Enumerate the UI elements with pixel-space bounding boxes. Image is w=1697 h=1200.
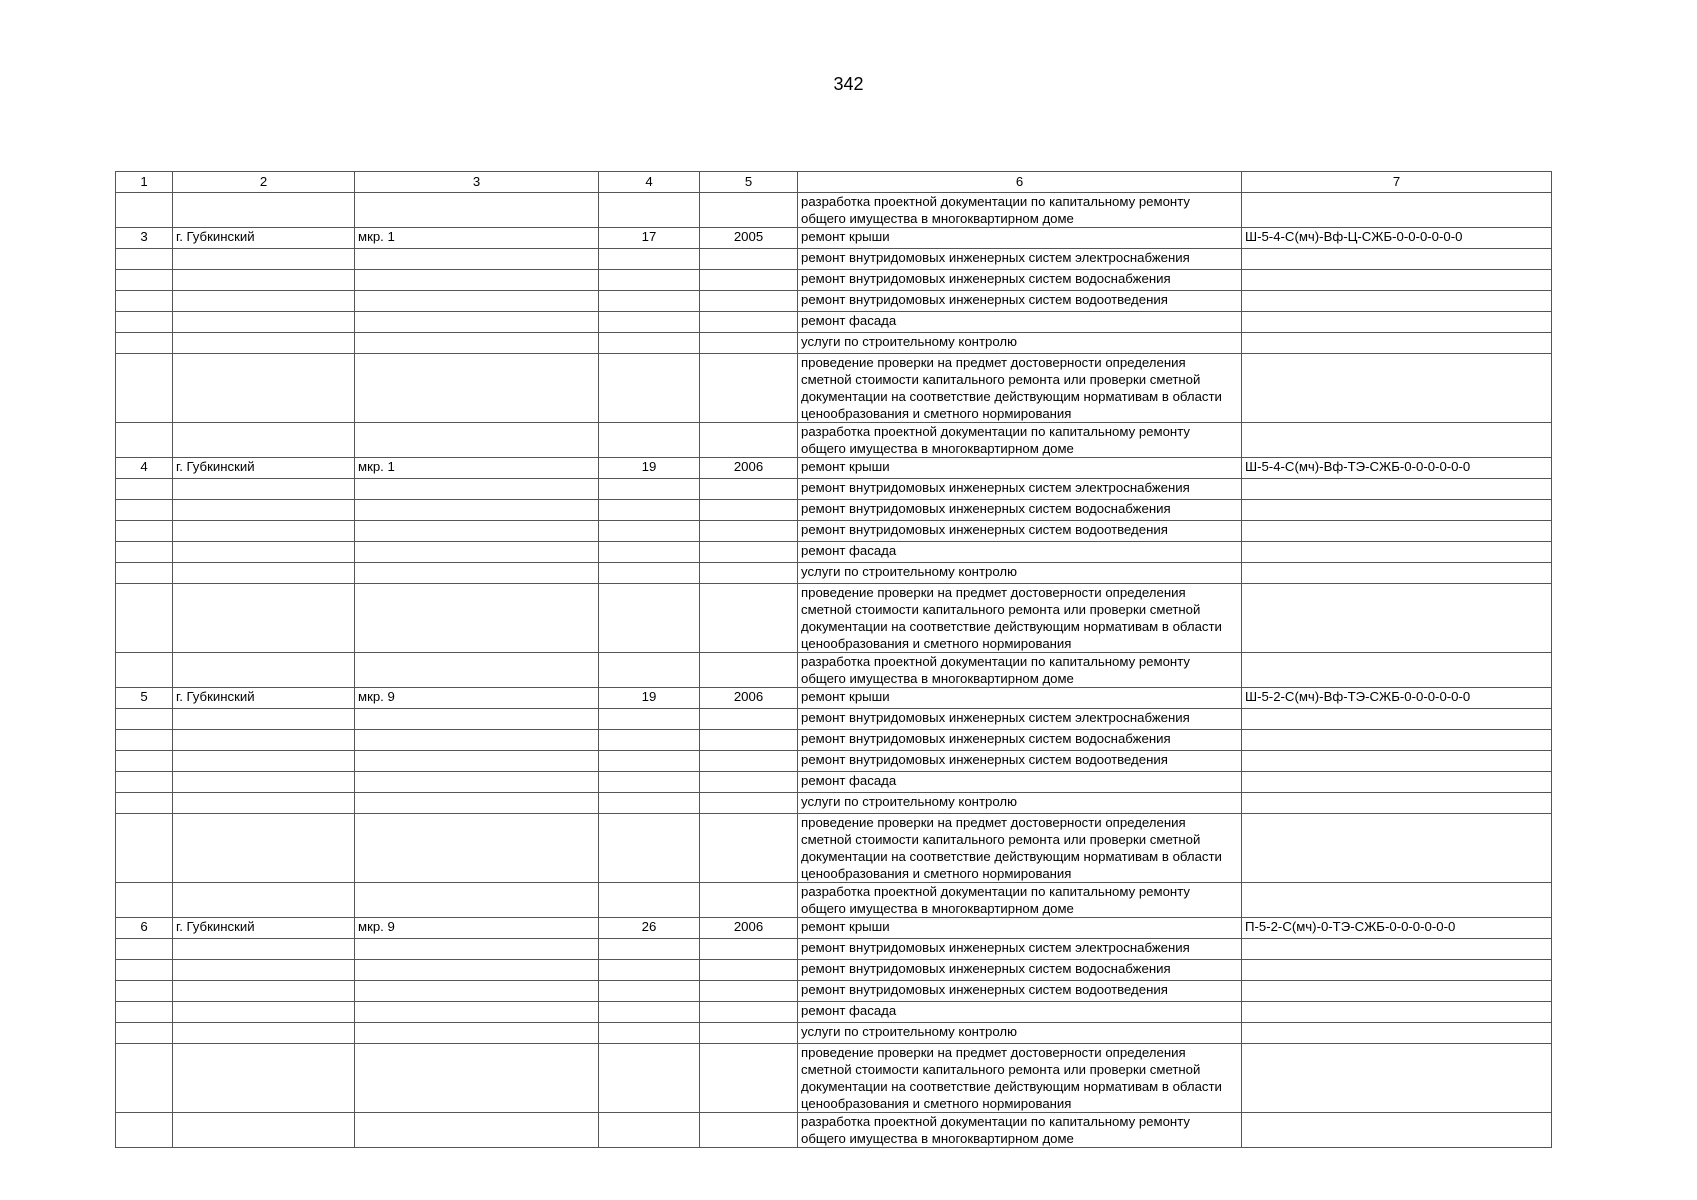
row-number-cell [116,653,173,688]
work-type-cell: ремонт внутридомовых инженерных систем водоснабжения [798,960,1242,981]
district-cell [355,500,599,521]
year-cell [700,883,798,918]
house-number-cell [599,291,700,312]
house-code-cell [1242,500,1552,521]
row-number-cell [116,423,173,458]
house-code-cell [1242,1113,1552,1148]
district-cell [355,772,599,793]
house-number-cell [599,1113,700,1148]
district-cell [355,751,599,772]
year-cell [700,354,798,423]
house-number-cell [599,479,700,500]
house-code-cell [1242,423,1552,458]
row-number-cell [116,1002,173,1023]
city-cell [173,981,355,1002]
year-cell [700,793,798,814]
house-number-cell: 19 [599,688,700,709]
row-number-cell [116,500,173,521]
year-cell [700,730,798,751]
row-number-cell: 6 [116,918,173,939]
work-type-cell: ремонт внутридомовых инженерных систем электроснабжения [798,479,1242,500]
row-number-cell [116,333,173,354]
district-cell [355,479,599,500]
city-cell [173,479,355,500]
year-cell: 2006 [700,688,798,709]
row-number-cell [116,354,173,423]
house-number-cell [599,563,700,584]
table-row [116,193,1552,228]
row-number-cell [116,730,173,751]
row-number-cell [116,883,173,918]
house-code-cell [1242,563,1552,584]
header-cell: 3 [355,172,599,193]
district-cell [355,270,599,291]
row-number-cell: 5 [116,688,173,709]
work-type-cell: ремонт фасада [798,1002,1242,1023]
table-row [116,291,1552,312]
district-cell [355,730,599,751]
row-number-cell [116,1044,173,1113]
row-number-cell [116,793,173,814]
row-number-cell [116,751,173,772]
house-number-cell [599,333,700,354]
house-code-cell [1242,981,1552,1002]
city-cell [173,772,355,793]
row-number-cell [116,291,173,312]
city-cell [173,500,355,521]
city-cell [173,333,355,354]
house-number-cell [599,730,700,751]
house-code-cell [1242,354,1552,423]
city-cell [173,291,355,312]
house-number-cell [599,249,700,270]
district-cell [355,960,599,981]
house-number-cell [599,1023,700,1044]
district-cell [355,1113,599,1148]
house-number-cell [599,542,700,563]
district-cell [355,423,599,458]
house-code-cell: П-5-2-С(мч)-0-ТЭ-СЖБ-0-0-0-0-0-0 [1242,918,1552,939]
house-number-cell [599,193,700,228]
house-number-cell [599,793,700,814]
table-row [116,751,1552,772]
city-cell [173,960,355,981]
header-cell: 2 [173,172,355,193]
city-cell [173,563,355,584]
city-cell [173,584,355,653]
year-cell [700,479,798,500]
district-cell [355,354,599,423]
year-cell [700,751,798,772]
house-code-cell [1242,814,1552,883]
work-type-cell: разработка проектной документации по капитальному ремонту общего имущества в многоквартирном доме [798,1113,1242,1148]
city-cell [173,270,355,291]
row-number-cell [116,814,173,883]
district-cell: мкр. 9 [355,918,599,939]
house-number-cell [599,584,700,653]
city-cell: г. Губкинский [173,688,355,709]
house-number-cell [599,960,700,981]
work-type-cell: ремонт внутридомовых инженерных систем электроснабжения [798,939,1242,960]
work-type-cell: ремонт крыши [798,228,1242,249]
house-code-cell [1242,333,1552,354]
district-cell [355,333,599,354]
city-cell: г. Губкинский [173,918,355,939]
house-number-cell [599,772,700,793]
table-row [116,688,1552,709]
table-row [116,423,1552,458]
column-number-row [116,172,1552,193]
year-cell [700,584,798,653]
year-cell [700,814,798,883]
district-cell [355,193,599,228]
row-number-cell [116,939,173,960]
row-number-cell [116,521,173,542]
year-cell [700,981,798,1002]
work-type-cell: разработка проектной документации по капитальному ремонту общего имущества в многоквартирном доме [798,423,1242,458]
house-code-cell [1242,584,1552,653]
district-cell [355,521,599,542]
table-row [116,1002,1552,1023]
house-number-cell [599,653,700,688]
table-row [116,814,1552,883]
table-row [116,228,1552,249]
year-cell [700,772,798,793]
table-body [116,172,1552,1148]
house-number-cell: 19 [599,458,700,479]
work-type-cell: ремонт внутридомовых инженерных систем водоотведения [798,291,1242,312]
table-row [116,653,1552,688]
district-cell [355,709,599,730]
work-type-cell: ремонт фасада [798,542,1242,563]
work-type-cell: ремонт фасада [798,772,1242,793]
house-code-cell [1242,960,1552,981]
house-number-cell [599,981,700,1002]
house-number-cell [599,500,700,521]
row-number-cell [116,960,173,981]
table-row [116,772,1552,793]
house-number-cell [599,751,700,772]
table-row [116,939,1552,960]
house-code-cell [1242,751,1552,772]
house-code-cell: Ш-5-4-С(мч)-Вф-Ц-СЖБ-0-0-0-0-0-0 [1242,228,1552,249]
row-number-cell [116,1023,173,1044]
house-code-cell [1242,312,1552,333]
city-cell [173,709,355,730]
district-cell: мкр. 9 [355,688,599,709]
work-type-cell: разработка проектной документации по капитальному ремонту общего имущества в многоквартирном доме [798,883,1242,918]
year-cell [700,521,798,542]
house-number-cell [599,423,700,458]
year-cell: 2006 [700,918,798,939]
house-code-cell [1242,1044,1552,1113]
work-type-cell: ремонт крыши [798,688,1242,709]
table-row [116,500,1552,521]
district-cell [355,1002,599,1023]
city-cell [173,1044,355,1113]
table-row [116,584,1552,653]
work-type-cell: проведение проверки на предмет достоверности определения сметной стоимости капитального ремонта или проверки сметной документации на соответствие действующим нормативам в области ценообразования и сметного нормирования [798,354,1242,423]
city-cell [173,423,355,458]
city-cell [173,814,355,883]
year-cell [700,563,798,584]
year-cell [700,270,798,291]
district-cell [355,981,599,1002]
work-type-cell: ремонт внутридомовых инженерных систем водоснабжения [798,730,1242,751]
year-cell [700,542,798,563]
district-cell [355,249,599,270]
year-cell [700,500,798,521]
district-cell [355,563,599,584]
city-cell [173,730,355,751]
year-cell [700,312,798,333]
table-row [116,354,1552,423]
work-type-cell: услуги по строительному контролю [798,333,1242,354]
work-type-cell: ремонт внутридомовых инженерных систем электроснабжения [798,249,1242,270]
header-cell: 4 [599,172,700,193]
year-cell [700,1002,798,1023]
table-row [116,458,1552,479]
city-cell: г. Губкинский [173,458,355,479]
house-code-cell [1242,772,1552,793]
district-cell [355,291,599,312]
work-type-cell: разработка проектной документации по капитальному ремонту общего имущества в многоквартирном доме [798,193,1242,228]
work-type-cell: ремонт внутридомовых инженерных систем водоотведения [798,751,1242,772]
city-cell [173,883,355,918]
district-cell: мкр. 1 [355,228,599,249]
table-row [116,249,1552,270]
year-cell [700,423,798,458]
house-number-cell [599,1002,700,1023]
house-code-cell [1242,479,1552,500]
table-row [116,883,1552,918]
work-type-cell: проведение проверки на предмет достоверности определения сметной стоимости капитального ремонта или проверки сметной документации на соответствие действующим нормативам в области ценообразования и сметного нормирования [798,814,1242,883]
table-row [116,479,1552,500]
table-row [116,730,1552,751]
row-number-cell [116,981,173,1002]
district-cell [355,584,599,653]
work-type-cell: услуги по строительному контролю [798,793,1242,814]
repair-schedule-table [115,171,1552,1148]
year-cell [700,333,798,354]
row-number-cell [116,479,173,500]
district-cell: мкр. 1 [355,458,599,479]
house-code-cell [1242,793,1552,814]
house-number-cell: 26 [599,918,700,939]
district-cell [355,793,599,814]
work-type-cell: ремонт внутридомовых инженерных систем водоснабжения [798,270,1242,291]
year-cell [700,1113,798,1148]
house-code-cell [1242,1023,1552,1044]
work-type-cell: ремонт внутридомовых инженерных систем водоотведения [798,521,1242,542]
city-cell [173,193,355,228]
district-cell [355,653,599,688]
year-cell [700,1023,798,1044]
table-row [116,1113,1552,1148]
house-number-cell [599,709,700,730]
district-cell [355,1023,599,1044]
work-type-cell: проведение проверки на предмет достоверности определения сметной стоимости капитального ремонта или проверки сметной документации на соответствие действующим нормативам в области ценообразования и сметного нормирования [798,584,1242,653]
city-cell [173,1002,355,1023]
table-row [116,709,1552,730]
house-code-cell [1242,521,1552,542]
district-cell [355,939,599,960]
city-cell [173,354,355,423]
header-cell: 7 [1242,172,1552,193]
work-type-cell: услуги по строительному контролю [798,1023,1242,1044]
house-code-cell [1242,1002,1552,1023]
table-row [116,918,1552,939]
house-number-cell [599,521,700,542]
row-number-cell [116,1113,173,1148]
house-number-cell [599,814,700,883]
house-code-cell [1242,653,1552,688]
table-row [116,521,1552,542]
table-row [116,312,1552,333]
work-type-cell: ремонт внутридомовых инженерных систем водоотведения [798,981,1242,1002]
district-cell [355,814,599,883]
house-number-cell [599,883,700,918]
city-cell [173,793,355,814]
house-code-cell [1242,730,1552,751]
house-number-cell [599,1044,700,1113]
year-cell [700,709,798,730]
year-cell [700,1044,798,1113]
year-cell: 2005 [700,228,798,249]
house-code-cell: Ш-5-2-С(мч)-Вф-ТЭ-СЖБ-0-0-0-0-0-0 [1242,688,1552,709]
work-type-cell: ремонт фасада [798,312,1242,333]
city-cell [173,939,355,960]
city-cell [173,542,355,563]
city-cell [173,521,355,542]
city-cell [173,653,355,688]
district-cell [355,312,599,333]
work-type-cell: ремонт крыши [798,458,1242,479]
header-cell: 6 [798,172,1242,193]
district-cell [355,542,599,563]
table-row [116,960,1552,981]
year-cell [700,939,798,960]
row-number-cell [116,542,173,563]
row-number-cell [116,772,173,793]
row-number-cell: 4 [116,458,173,479]
house-number-cell: 17 [599,228,700,249]
house-number-cell [599,354,700,423]
row-number-cell [116,270,173,291]
table-row [116,333,1552,354]
city-cell [173,1023,355,1044]
row-number-cell [116,709,173,730]
district-cell [355,1044,599,1113]
year-cell [700,193,798,228]
year-cell: 2006 [700,458,798,479]
header-cell: 5 [700,172,798,193]
district-cell [355,883,599,918]
work-type-cell: услуги по строительному контролю [798,563,1242,584]
table-row [116,1044,1552,1113]
house-code-cell [1242,883,1552,918]
year-cell [700,291,798,312]
table-row [116,1023,1552,1044]
house-code-cell [1242,249,1552,270]
house-code-cell [1242,270,1552,291]
house-code-cell: Ш-5-4-С(мч)-Вф-ТЭ-СЖБ-0-0-0-0-0-0 [1242,458,1552,479]
city-cell [173,312,355,333]
page-number: 342 [833,74,864,94]
table-row [116,542,1552,563]
house-number-cell [599,312,700,333]
house-code-cell [1242,193,1552,228]
city-cell [173,751,355,772]
header-cell: 1 [116,172,173,193]
row-number-cell [116,193,173,228]
table-row [116,563,1552,584]
table-row [116,981,1552,1002]
year-cell [700,249,798,270]
house-code-cell [1242,709,1552,730]
year-cell [700,960,798,981]
year-cell [700,653,798,688]
table-row [116,270,1552,291]
city-cell: г. Губкинский [173,228,355,249]
table-row [116,793,1552,814]
house-code-cell [1242,542,1552,563]
work-type-cell: ремонт крыши [798,918,1242,939]
row-number-cell [116,563,173,584]
work-type-cell: ремонт внутридомовых инженерных систем водоснабжения [798,500,1242,521]
row-number-cell: 3 [116,228,173,249]
house-code-cell [1242,291,1552,312]
house-code-cell [1242,939,1552,960]
city-cell [173,1113,355,1148]
work-type-cell: ремонт внутридомовых инженерных систем электроснабжения [798,709,1242,730]
work-type-cell: разработка проектной документации по капитальному ремонту общего имущества в многоквартирном доме [798,653,1242,688]
row-number-cell [116,249,173,270]
row-number-cell [116,584,173,653]
work-type-cell: проведение проверки на предмет достоверности определения сметной стоимости капитального ремонта или проверки сметной документации на соответствие действующим нормативам в области ценообразования и сметного нормирования [798,1044,1242,1113]
house-number-cell [599,939,700,960]
city-cell [173,249,355,270]
house-number-cell [599,270,700,291]
row-number-cell [116,312,173,333]
